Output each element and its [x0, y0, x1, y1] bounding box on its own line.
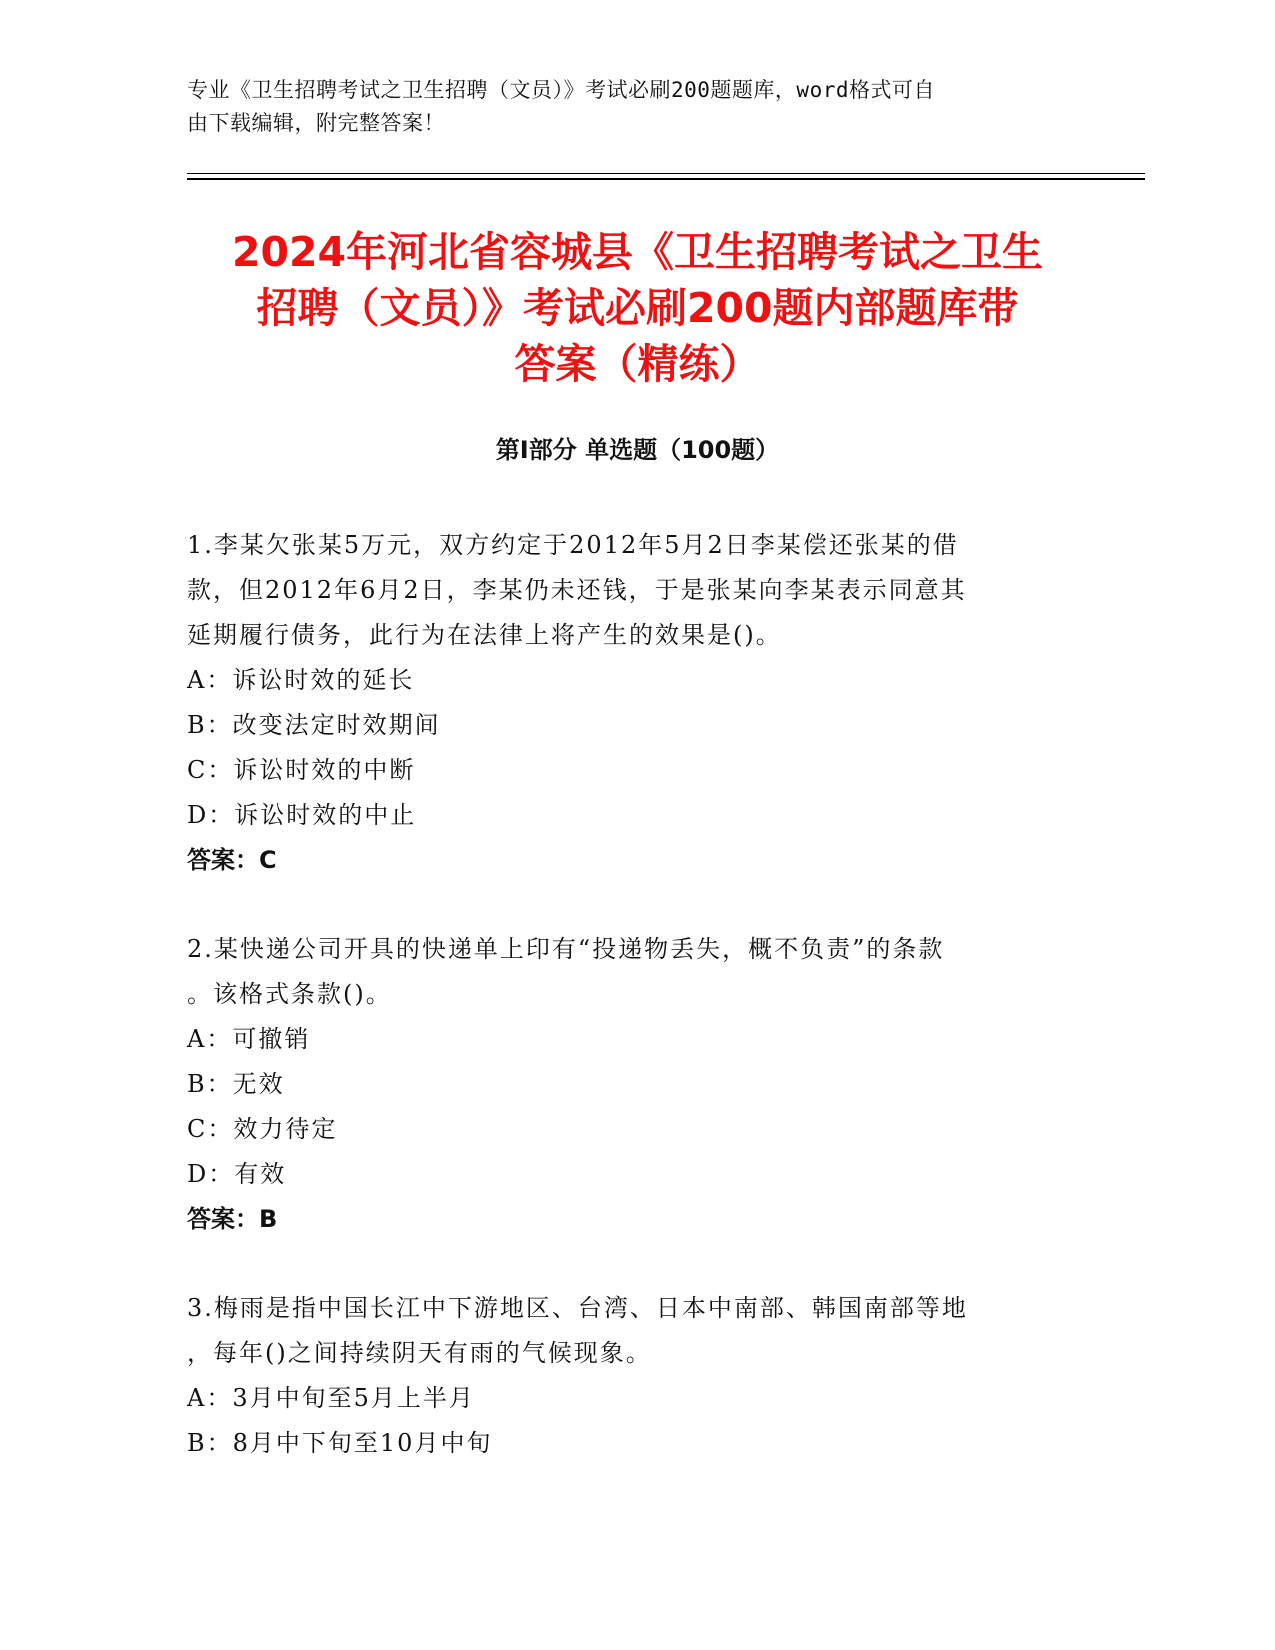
- question-3: [187, 1286, 1067, 1466]
- question-text-line: 延期履行债务，此行为在法律上将产生的效果是()。: [187, 621, 782, 649]
- header-note-line-2: 由下载编辑，附完整答案！: [187, 111, 445, 135]
- option-b: B：8月中下旬至10月中旬: [187, 1429, 493, 1457]
- header-rule-thin: [187, 173, 1145, 174]
- option-a: A：诉讼时效的延长: [187, 666, 415, 694]
- option-d: D：诉讼时效的中止: [187, 801, 417, 829]
- question-text-line: 1.李某欠张某5万元，双方约定于2012年5月2日李某偿还张某的借: [187, 531, 959, 559]
- document-title-line-2: 招聘（文员）》考试必刷200题内部题库带: [256, 284, 1019, 332]
- option-c: C：诉讼时效的中断: [187, 756, 416, 784]
- header-note: [187, 74, 1067, 140]
- option-b: B：改变法定时效期间: [187, 711, 441, 739]
- question-text-line: ，每年()之间持续阴天有雨的气候现象。: [187, 1339, 652, 1367]
- question-text-line: 3.梅雨是指中国长江中下游地区、台湾、日本中南部、韩国南部等地: [187, 1294, 968, 1322]
- question-1: [187, 523, 1067, 883]
- question-text-line: 。该格式条款()。: [187, 980, 392, 1008]
- header-note-line-1: 专业《卫生招聘考试之卫生招聘（文员）》考试必刷200题题库，word格式可自: [187, 78, 935, 102]
- section-title: 第Ⅰ部分 单选题（100题）: [495, 436, 780, 464]
- answer-label: 答案：B: [187, 1205, 278, 1233]
- document-title-line-3: 答案（精练）: [514, 340, 761, 388]
- question-list: [187, 523, 1067, 1510]
- option-b: B：无效: [187, 1070, 285, 1098]
- answer-label: 答案：C: [187, 846, 277, 874]
- option-d: D：有效: [187, 1160, 287, 1188]
- document-title: [150, 224, 1125, 392]
- option-c: C：效力待定: [187, 1115, 338, 1143]
- header-rule-thick: [187, 178, 1145, 180]
- question-text-line: 款，但2012年6月2日，李某仍未还钱，于是张某向李某表示同意其: [187, 576, 967, 604]
- document-title-line-1: 2024年河北省容城县《卫生招聘考试之卫生: [231, 228, 1044, 276]
- question-2: [187, 927, 1067, 1242]
- question-text-line: 2.某快递公司开具的快递单上印有“投递物丢失，概不负责”的条款: [187, 935, 945, 963]
- option-a: A：可撤销: [187, 1025, 311, 1053]
- option-a: A：3月中旬至5月上半月: [187, 1384, 475, 1412]
